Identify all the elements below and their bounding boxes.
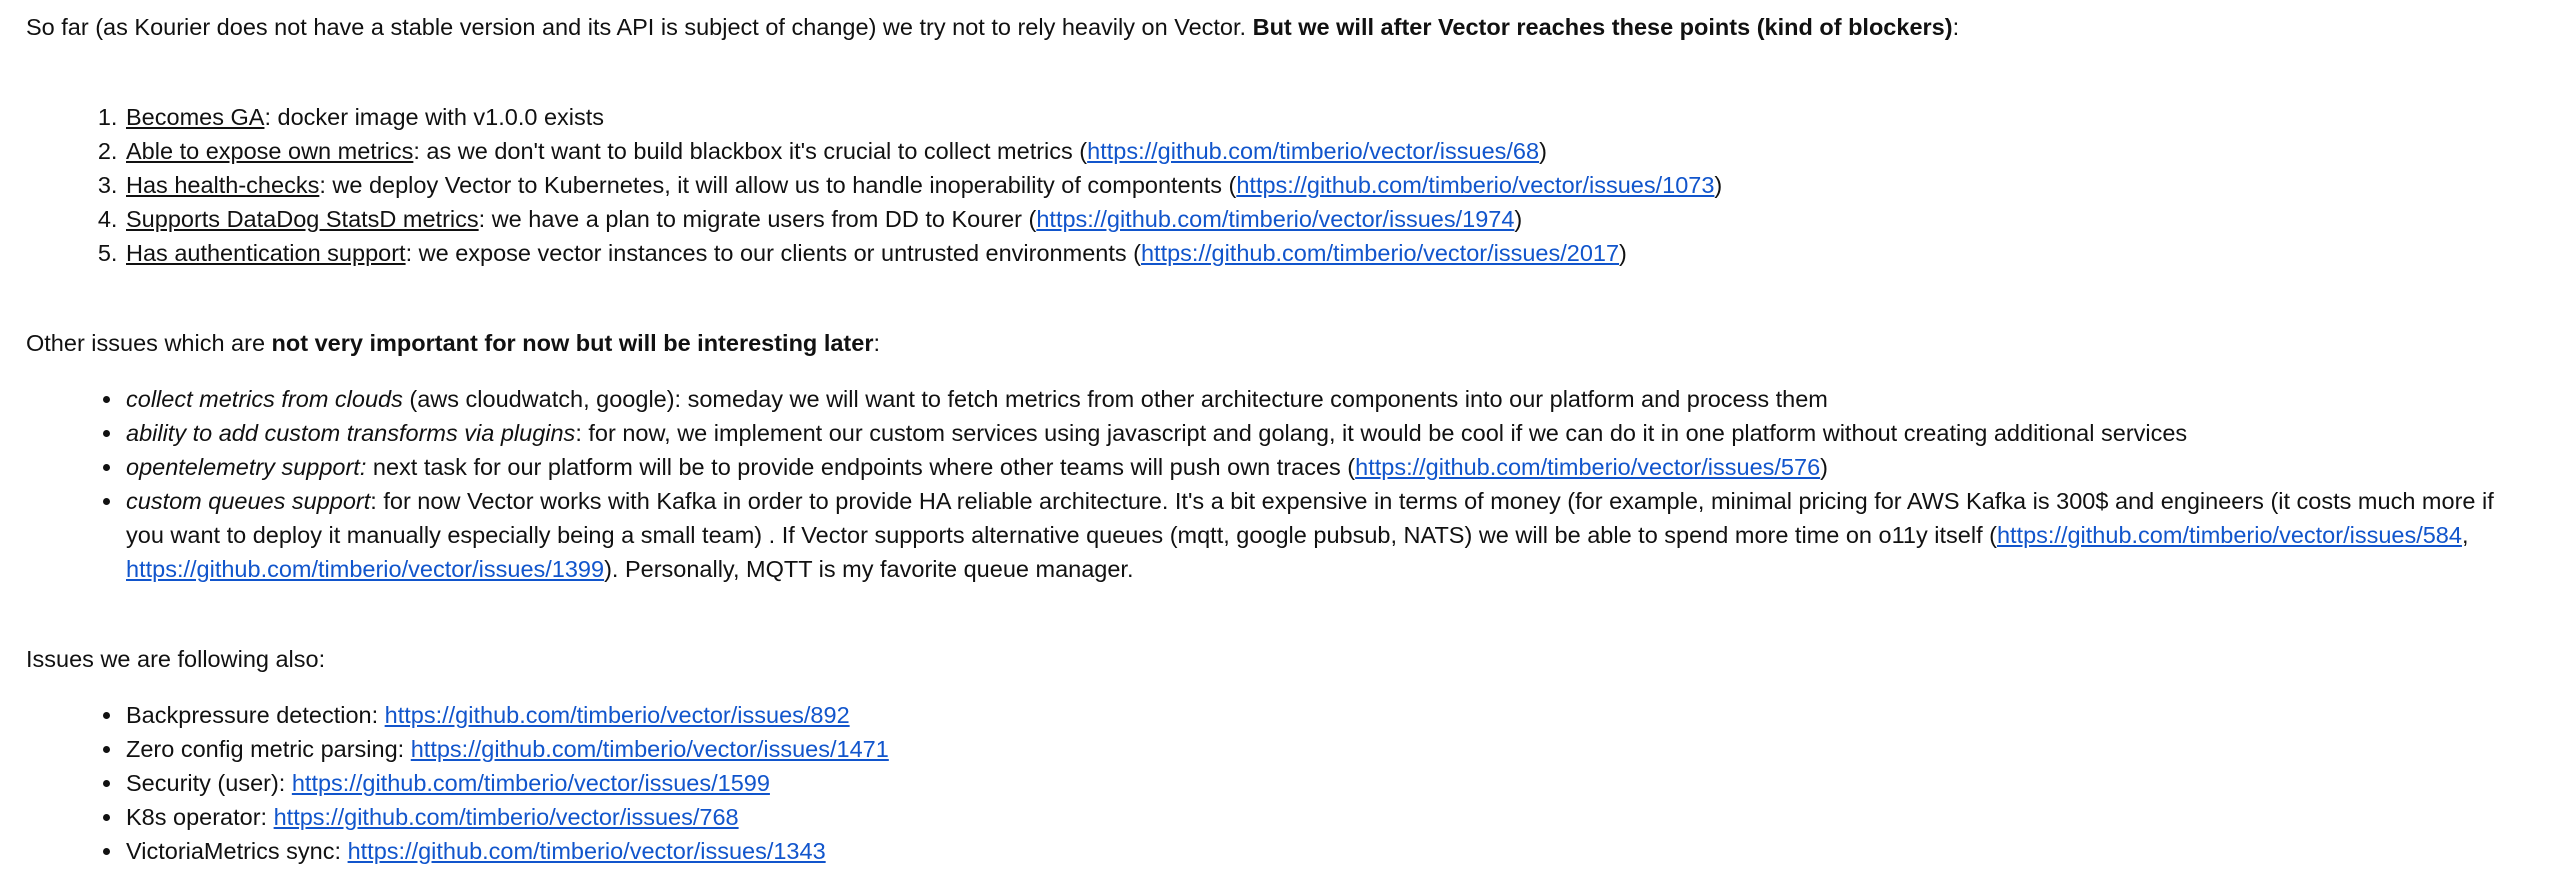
blocker-post: ) [1619,240,1627,266]
other-title: opentelemetry support: [126,454,367,480]
blockers-list [26,100,2534,270]
following-label: Backpressure detection: [126,702,385,728]
following-label: Zero config metric parsing: [126,736,411,762]
issue-link[interactable]: https://github.com/timberio/vector/issues/768 [273,804,739,830]
other-intro-bold: not very important for now but will be interesting later [271,330,874,356]
issue-link[interactable]: https://github.com/timberio/vector/issues/584 [1996,522,2462,548]
blocker-item [124,202,2534,236]
other-item [124,484,2532,586]
other-title: collect metrics from clouds [126,386,403,412]
other-title: ability to add custom transforms via plugins [126,420,576,446]
issue-link[interactable]: https://github.com/timberio/vector/issues/1343 [347,838,826,864]
following-intro-paragraph: Issues we are following also: [26,646,326,672]
blocker-title: Has health-checks [126,172,320,198]
blocker-title: Becomes GA [126,104,265,130]
blocker-post: ) [1714,172,1723,198]
blocker-text: : we deploy Vector to Kubernetes, it will allow us to handle inoperability of compontents ( [319,172,1237,198]
blocker-item [124,100,2534,134]
blocker-item [124,236,2534,270]
other-title: custom queues support [126,488,371,514]
other-intro-paragraph [26,326,2534,360]
issue-link[interactable]: https://github.com/timberio/vector/issues/1599 [291,770,770,796]
following-list [26,698,2534,868]
issue-link[interactable]: https://github.com/timberio/vector/issues/892 [384,702,850,728]
other-item [124,450,2532,484]
issue-link[interactable]: https://github.com/timberio/vector/issues/576 [1355,454,1821,480]
other-item [124,382,2532,416]
issue-link[interactable]: https://github.com/timberio/vector/issues/1073 [1236,172,1715,198]
following-item [124,800,2534,834]
blocker-text: : we expose vector instances to our clients or untrusted environments ( [405,240,1141,266]
blocker-item [124,168,2534,202]
blocker-title: Has authentication support [126,240,406,266]
issue-link[interactable]: https://github.com/timberio/vector/issues/1974 [1036,206,1515,232]
issue-link[interactable]: https://github.com/timberio/vector/issues/2017 [1140,240,1620,266]
following-item [124,732,2534,766]
blocker-text: : as we don't want to build blackbox it's crucial to collect metrics ( [413,138,1088,164]
blocker-text: : we have a plan to migrate users from DD to Kourer ( [478,206,1037,232]
intro-text: So far (as Kourier does not have a stable version and its API is subject of change) we try not to rely heavily on Vector. [26,14,1253,40]
other-post: ). Personally, MQTT is my favorite queue manager. [604,556,1134,582]
blocker-item [124,134,2534,168]
following-item [124,766,2534,800]
other-intro-end: : [873,330,880,356]
other-mid: , [2461,522,2469,548]
other-text: : for now, we implement our custom services using javascript and golang, it would be cool if we can do it in one platform without creating additional services [575,420,2188,446]
blocker-post: ) [1539,138,1547,164]
other-text: next task for our platform will be to provide endpoints where other teams will push own traces ( [366,454,1356,480]
following-label: VictoriaMetrics sync: [126,838,348,864]
following-item [124,698,2534,732]
intro-bold: But we will after Vector reaches these points (kind of blockers) [1252,14,1953,40]
other-text: : for now Vector works with Kafka in order to provide HA reliable architecture. It's a bit expensive in terms of money (for example, minimal pricing for AWS Kafka is 300$ and engineers (it costs much more if you want to deploy it manually especially being a small team) . If Vector supports alternative queues (mqtt, google pubsub, NATS) we will be able to spend more time on o11y itself ( [126,488,2494,548]
issue-link[interactable]: https://github.com/timberio/vector/issues/1471 [410,736,889,762]
other-post: ) [1820,454,1828,480]
following-item [124,834,2534,868]
blocker-text: : docker image with v1.0.0 exists [264,104,605,130]
intro-end: : [1952,14,1960,40]
following-label: K8s operator: [126,804,274,830]
other-text: (aws cloudwatch, google): someday we will want to fetch metrics from other architecture components into our platform and process them [402,386,1828,412]
following-label: Security (user): [126,770,292,796]
blocker-title: Able to expose own metrics [126,138,414,164]
blocker-title: Supports DataDog StatsD metrics [126,206,479,232]
blocker-post: ) [1514,206,1523,232]
other-intro-text: Other issues which are [26,330,272,356]
other-issues-list [26,382,2534,586]
intro-paragraph [26,10,2534,44]
issue-link[interactable]: https://github.com/timberio/vector/issues/68 [1087,138,1540,164]
issue-link[interactable]: https://github.com/timberio/vector/issues/1399 [126,556,605,582]
other-item [124,416,2532,450]
